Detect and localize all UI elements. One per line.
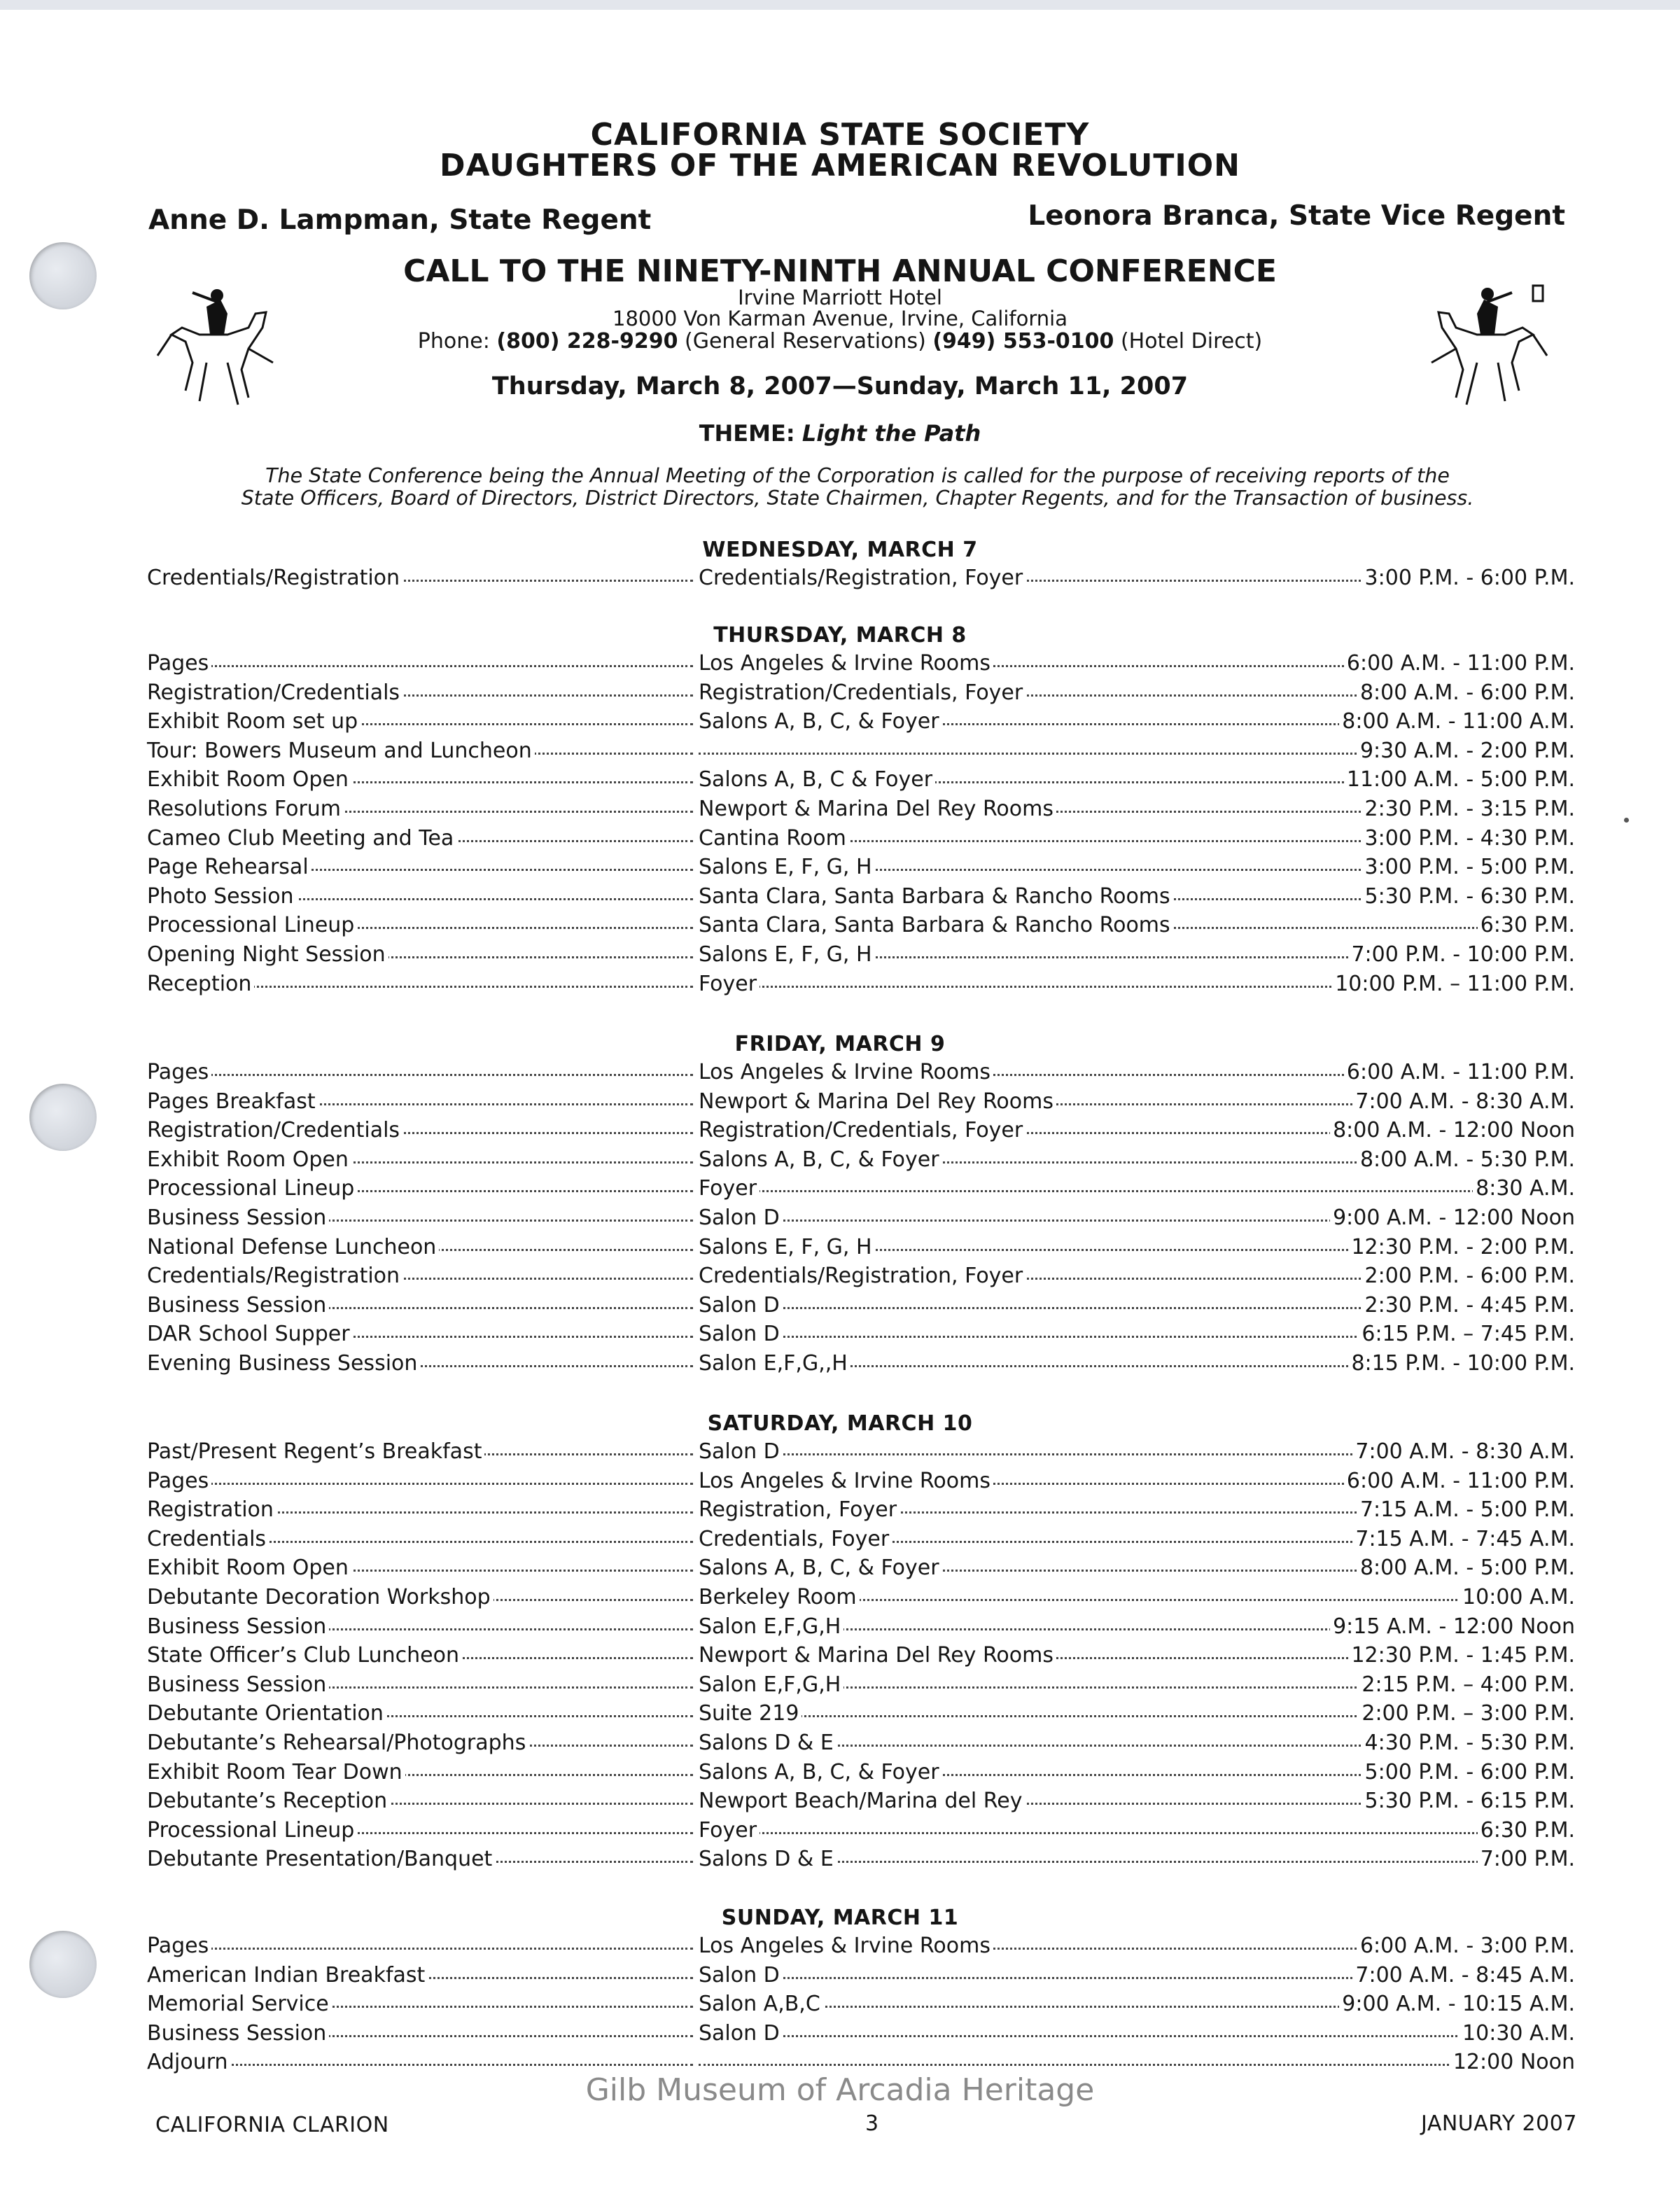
event-location: Salon D <box>699 1963 783 1987</box>
schedule-row <box>147 1235 1575 1263</box>
phone-reservations: (800) 228-9290 <box>496 329 678 354</box>
event-location: Newport Beach/Marina del Rey <box>699 1789 1025 1813</box>
phone-label: Phone: <box>417 329 490 354</box>
schedule-row <box>147 1847 1575 1875</box>
schedule-row <box>147 1206 1575 1234</box>
event-time: 9:30 A.M. - 2:00 P.M. <box>1357 739 1575 763</box>
event-location: Registration, Foyer <box>699 1497 899 1522</box>
event-time: 8:15 P.M. - 10:00 P.M. <box>1348 1351 1575 1376</box>
conference-title: CALL TO THE NINETY-NINTH ANNUAL CONFERENCE <box>403 253 1277 289</box>
event-location: Salons A, B, C & Foyer <box>699 767 935 792</box>
schedule-row <box>147 1527 1575 1555</box>
event-name: Exhibit Room Open <box>147 1147 351 1172</box>
event-time: 8:00 A.M. - 5:00 P.M. <box>1357 1556 1575 1580</box>
event-name: Credentials/Registration <box>147 1264 402 1288</box>
event-location: Santa Clara, Santa Barbara & Rancho Rooms <box>699 884 1173 909</box>
schedule-row <box>147 1643 1575 1671</box>
schedule-row <box>147 1672 1575 1700</box>
schedule-row <box>147 1934 1575 1962</box>
event-name: Business Session <box>147 1672 329 1697</box>
event-time: 2:30 P.M. - 4:45 P.M. <box>1362 1293 1575 1318</box>
dot-leader <box>699 1190 1575 1192</box>
event-location: Salons A, B, C, & Foyer <box>699 709 942 734</box>
event-location: Newport & Marina Del Rey Rooms <box>699 1089 1056 1114</box>
event-time: 3:00 P.M. - 6:00 P.M. <box>1362 566 1575 590</box>
footer-date: JANUARY 2007 <box>1421 2111 1577 2136</box>
event-name: Credentials/Registration <box>147 566 402 590</box>
event-time: 8:00 A.M. - 12:00 Noon <box>1330 1118 1575 1143</box>
theme-label: THEME: <box>699 420 795 447</box>
schedule-row <box>147 680 1575 708</box>
hotel-name: Irvine Marriott Hotel <box>738 286 942 309</box>
event-time: 9:15 A.M. - 12:00 Noon <box>1330 1614 1575 1639</box>
schedule-row <box>147 1731 1575 1759</box>
event-time: 6:15 P.M. – 7:45 P.M. <box>1359 1322 1575 1346</box>
event-time: 2:00 P.M. - 6:00 P.M. <box>1362 1264 1575 1288</box>
event-name: American Indian Breakfast <box>147 1963 428 1987</box>
event-time: 10:30 A.M. <box>1460 2021 1575 2046</box>
event-location: Foyer <box>699 972 760 996</box>
event-location: Salons E, F, G, H <box>699 942 875 967</box>
conference-dates: Thursday, March 8, 2007—Sunday, March 11, 2007 <box>491 372 1189 400</box>
dot-leader <box>699 2035 1575 2037</box>
event-location: Cantina Room <box>699 826 849 851</box>
event-name: Business Session <box>147 1614 329 1639</box>
theme-value: Light the Path <box>802 420 981 447</box>
schedule-row <box>147 1760 1575 1788</box>
event-time: 9:00 A.M. - 12:00 Noon <box>1330 1206 1575 1230</box>
event-location: Los Angeles & Irvine Rooms <box>699 1934 993 1958</box>
dot-leader <box>147 1948 693 1950</box>
schedule-row <box>147 1147 1575 1175</box>
event-time: 4:30 P.M. - 5:30 P.M. <box>1362 1731 1575 1755</box>
event-time: 7:00 P.M. - 10:00 P.M. <box>1348 942 1575 967</box>
event-time: 7:00 A.M. - 8:30 A.M. <box>1352 1089 1575 1114</box>
schedule-row <box>147 913 1575 941</box>
schedule-row <box>147 1293 1575 1321</box>
event-time: 6:00 A.M. - 11:00 P.M. <box>1344 651 1575 676</box>
event-time: 12:30 P.M. - 1:45 P.M. <box>1348 1643 1575 1668</box>
event-name: Registration/Credentials <box>147 1118 402 1143</box>
event-location: Registration/Credentials, Foyer <box>699 680 1026 705</box>
event-time: 6:00 A.M. - 3:00 P.M. <box>1357 1934 1575 1958</box>
event-location: Credentials/Registration, Foyer <box>699 1264 1026 1288</box>
schedule-row <box>147 1818 1575 1846</box>
event-name: Processional Lineup <box>147 1176 357 1201</box>
event-name: Debutante Presentation/Banquet <box>147 1847 495 1871</box>
schedule-row <box>147 1264 1575 1292</box>
event-time: 12:00 Noon <box>1450 2050 1575 2074</box>
schedule-row <box>147 797 1575 825</box>
event-time: 2:30 P.M. - 3:15 P.M. <box>1362 797 1575 821</box>
event-location: Salons E, F, G, H <box>699 1235 875 1259</box>
event-time: 5:00 P.M. - 6:00 P.M. <box>1362 1760 1575 1784</box>
day-heading: WEDNESDAY, MARCH 7 <box>702 538 978 562</box>
event-location: Salons A, B, C, & Foyer <box>699 1147 942 1172</box>
event-location: Salons A, B, C, & Foyer <box>699 1760 942 1784</box>
event-name: Registration/Credentials <box>147 680 402 705</box>
event-name: Pages <box>147 651 211 676</box>
event-time: 7:00 A.M. - 8:30 A.M. <box>1352 1439 1575 1464</box>
theme-line <box>0 420 1680 447</box>
event-time: 7:15 A.M. - 5:00 P.M. <box>1357 1497 1575 1522</box>
event-name: Tour: Bowers Museum and Luncheon <box>147 739 535 763</box>
event-name: Registration <box>147 1497 276 1522</box>
event-name: Resolutions Forum <box>147 797 344 821</box>
schedule-row <box>147 651 1575 679</box>
event-location: Suite 219 <box>699 1701 802 1726</box>
event-name: Credentials <box>147 1527 269 1551</box>
horse-rider-illustration-right <box>1421 279 1561 412</box>
event-location: Newport & Marina Del Rey Rooms <box>699 1643 1056 1668</box>
schedule-row <box>147 566 1575 594</box>
event-time: 2:00 P.M. – 3:00 P.M. <box>1359 1701 1575 1726</box>
day-heading: THURSDAY, MARCH 8 <box>713 623 967 648</box>
schedule-row <box>147 1469 1575 1497</box>
event-time: 8:00 A.M. - 11:00 A.M. <box>1339 709 1575 734</box>
event-location: Foyer <box>699 1176 760 1201</box>
day-heading: FRIDAY, MARCH 9 <box>734 1032 946 1056</box>
footer-publication: CALIFORNIA CLARION <box>155 2113 389 2137</box>
event-name: Exhibit Room set up <box>147 709 360 734</box>
event-name: Reception <box>147 972 254 996</box>
museum-watermark: Gilb Museum of Arcadia Heritage <box>585 2072 1095 2108</box>
schedule-row <box>147 1439 1575 1467</box>
state-vice-regent: Leonora Branca, State Vice Regent <box>1028 200 1565 232</box>
event-time: 5:30 P.M. - 6:15 P.M. <box>1362 1789 1575 1813</box>
schedule-row <box>147 1118 1575 1146</box>
event-name: State Officer’s Club Luncheon <box>147 1643 462 1668</box>
event-time: 2:15 P.M. – 4:00 P.M. <box>1359 1672 1575 1697</box>
event-time: 6:30 P.M. <box>1478 1818 1575 1843</box>
event-location: Credentials/Registration, Foyer <box>699 566 1026 590</box>
event-name: Business Session <box>147 1293 329 1318</box>
event-name: Cameo Club Meeting and Tea <box>147 826 456 851</box>
day-heading: SUNDAY, MARCH 11 <box>721 1906 959 1930</box>
event-name: Opening Night Session <box>147 942 388 967</box>
event-name: Debutante’s Reception <box>147 1789 390 1813</box>
event-name: Business Session <box>147 2021 329 2046</box>
event-time: 6:00 A.M. - 11:00 P.M. <box>1344 1469 1575 1493</box>
event-location: Salon D <box>699 2021 783 2046</box>
schedule-row <box>147 1176 1575 1204</box>
schedule-row <box>147 855 1575 883</box>
event-location: Salons D & E <box>699 1847 836 1871</box>
event-name: Debutante’s Rehearsal/Photographs <box>147 1731 528 1755</box>
schedule-row <box>147 739 1575 767</box>
schedule-row <box>147 1497 1575 1525</box>
event-location: Credentials, Foyer <box>699 1527 892 1551</box>
state-regent: Anne D. Lampman, State Regent <box>148 204 652 236</box>
event-location: Salon D <box>699 1206 783 1230</box>
event-time: 12:30 P.M. - 2:00 P.M. <box>1348 1235 1575 1259</box>
event-name: Exhibit Room Open <box>147 767 351 792</box>
event-location: Los Angeles & Irvine Rooms <box>699 1469 993 1493</box>
schedule-row <box>147 1089 1575 1117</box>
event-time: 7:00 P.M. <box>1478 1847 1575 1871</box>
schedule-row <box>147 1963 1575 1991</box>
event-name: Processional Lineup <box>147 1818 357 1843</box>
event-name: Processional Lineup <box>147 913 357 937</box>
schedule-row <box>147 709 1575 737</box>
footer-page-number: 3 <box>865 2111 879 2136</box>
event-name: Past/Present Regent’s Breakfast <box>147 1439 484 1464</box>
event-name: DAR School Supper <box>147 1322 353 1346</box>
schedule-row <box>147 972 1575 1000</box>
intro-paragraph <box>161 465 1554 510</box>
scan-edge <box>0 0 1680 10</box>
event-time: 5:30 P.M. - 6:30 P.M. <box>1362 884 1575 909</box>
event-name: Photo Session <box>147 884 297 909</box>
event-location: Salon D <box>699 1439 783 1464</box>
hotel-address: 18000 Von Karman Avenue, Irvine, California <box>612 307 1068 330</box>
intro-line1: The State Conference being the Annual Meeting of the Corporation is called for the purpose of receiving reports of the <box>265 464 1450 487</box>
event-time: 10:00 P.M. – 11:00 P.M. <box>1332 972 1575 996</box>
schedule-row <box>147 942 1575 970</box>
dot-leader <box>699 2064 1575 2066</box>
event-time: 8:30 A.M. <box>1473 1176 1575 1201</box>
event-name: Page Rehearsal <box>147 855 312 879</box>
schedule-row <box>147 2021 1575 2049</box>
event-time: 10:00 A.M. <box>1460 1585 1575 1609</box>
event-name: National Defense Luncheon <box>147 1235 439 1259</box>
event-name: Debutante Orientation <box>147 1701 386 1726</box>
event-name: Debutante Decoration Workshop <box>147 1585 493 1609</box>
event-time: 6:00 A.M. - 11:00 P.M. <box>1344 1060 1575 1084</box>
schedule-row <box>147 1585 1575 1613</box>
event-name: Exhibit Room Tear Down <box>147 1760 405 1784</box>
schedule-row <box>147 1322 1575 1350</box>
schedule-row <box>147 1614 1575 1642</box>
event-location: Salons E, F, G, H <box>699 855 875 879</box>
event-time: 9:00 A.M. - 10:15 A.M. <box>1339 1992 1575 2016</box>
intro-line2: State Officers, Board of Directors, District Directors, State Chairmen, Chapter Regents, and for the Transaction of business. <box>241 487 1474 510</box>
event-location: Salon D <box>699 1293 783 1318</box>
schedule-row <box>147 767 1575 795</box>
dot-leader <box>699 1832 1575 1834</box>
schedule-row <box>147 1992 1575 2020</box>
schedule-row <box>147 826 1575 854</box>
event-time: 6:30 P.M. <box>1478 913 1575 937</box>
phone-hotel-note: (Hotel Direct) <box>1120 329 1263 354</box>
event-name: Exhibit Room Open <box>147 1556 351 1580</box>
schedule-row <box>147 1351 1575 1379</box>
event-location: Salon D <box>699 1322 783 1346</box>
schedule-row <box>147 1789 1575 1817</box>
event-location: Salon E,F,G,,H <box>699 1351 850 1376</box>
event-time: 7:00 A.M. - 8:45 A.M. <box>1352 1963 1575 1987</box>
event-location: Los Angeles & Irvine Rooms <box>699 651 993 676</box>
event-location: Santa Clara, Santa Barbara & Rancho Rooms <box>699 913 1173 937</box>
event-time: 3:00 P.M. - 4:30 P.M. <box>1362 826 1575 851</box>
phone-reservations-note: (General Reservations) <box>685 329 926 354</box>
phone-hotel: (949) 553-0100 <box>932 329 1114 354</box>
event-time: 8:00 A.M. - 6:00 P.M. <box>1357 680 1575 705</box>
event-location: Salons A, B, C, & Foyer <box>699 1556 942 1580</box>
event-location: Newport & Marina Del Rey Rooms <box>699 797 1056 821</box>
punch-hole <box>29 1084 97 1151</box>
dot-leader <box>147 665 693 667</box>
dot-leader <box>147 1074 693 1076</box>
schedule-row <box>147 1060 1575 1088</box>
scan-speck <box>1624 818 1629 823</box>
event-name: Memorial Service <box>147 1992 332 2016</box>
event-time: 11:00 A.M. - 5:00 P.M. <box>1344 767 1575 792</box>
org-name-line2: DAUGHTERS OF THE AMERICAN REVOLUTION <box>440 148 1240 183</box>
horse-rider-illustration-left <box>144 286 284 412</box>
event-time: 7:15 A.M. - 7:45 A.M. <box>1352 1527 1575 1551</box>
event-time: 8:00 A.M. - 5:30 P.M. <box>1357 1147 1575 1172</box>
event-time: 3:00 P.M. - 5:00 P.M. <box>1362 855 1575 879</box>
event-location: Berkeley Room <box>699 1585 860 1609</box>
event-location: Salon E,F,G,H <box>699 1672 844 1697</box>
schedule-row <box>147 1556 1575 1584</box>
event-name: Business Session <box>147 1206 329 1230</box>
event-name: Pages Breakfast <box>147 1089 318 1114</box>
event-name: Adjourn <box>147 2050 231 2074</box>
event-location: Salon E,F,G,H <box>699 1614 844 1639</box>
day-heading: SATURDAY, MARCH 10 <box>707 1411 973 1436</box>
event-location: Foyer <box>699 1818 760 1843</box>
schedule-row <box>147 884 1575 912</box>
event-name: Pages <box>147 1469 211 1493</box>
event-name: Evening Business Session <box>147 1351 420 1376</box>
event-name: Pages <box>147 1934 211 1958</box>
event-name: Pages <box>147 1060 211 1084</box>
event-location: Salons D & E <box>699 1731 836 1755</box>
event-location: Los Angeles & Irvine Rooms <box>699 1060 993 1084</box>
event-location: Registration/Credentials, Foyer <box>699 1118 1026 1143</box>
org-name-line1: CALIFORNIA STATE SOCIETY <box>590 117 1090 153</box>
dot-leader <box>147 1483 693 1485</box>
event-location: Salon A,B,C <box>699 1992 823 2016</box>
schedule-row <box>147 1701 1575 1729</box>
punch-hole <box>29 1931 97 1998</box>
